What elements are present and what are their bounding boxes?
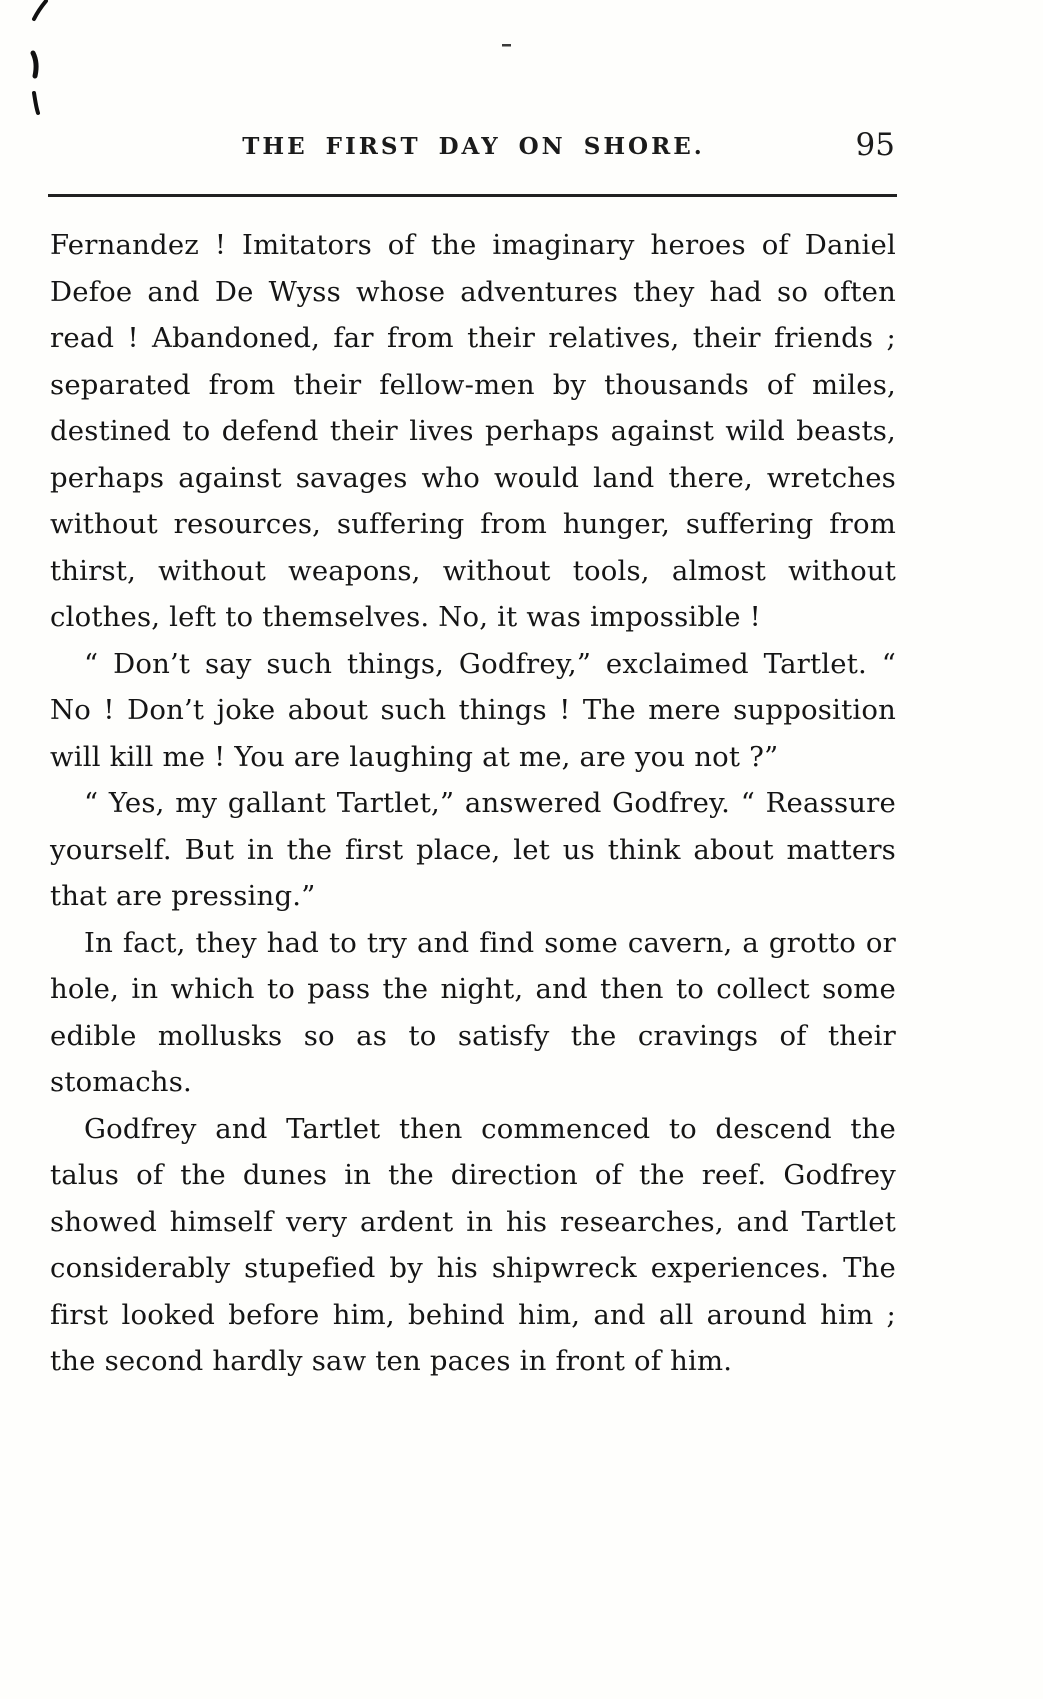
page-number: 95 — [855, 127, 895, 163]
running-title: THE FIRST DAY ON SHORE. — [242, 133, 705, 160]
paragraph-descend-dunes: Godfrey and Tartlet then commenced to descend the talus of the dunes in the direction of the reef. Godfrey showed himself very ardent in his researches, and Tartlet considerably stupefied by his shipwreck experiences. The first looked before him, behind him, and all around him ; the second hardly saw ten paces in front of him. — [50, 1112, 896, 1377]
header-rule — [48, 194, 897, 197]
paragraph-find-cavern: In fact, they had to try and find some cavern, a grotto or hole, in which to pass the night, and then to collect some edible mollusks so as to satisfy the cravings of their stomachs. — [50, 926, 896, 1098]
scan-speck — [502, 42, 514, 48]
paragraph-tartlet-exclaim: “ Don’t say such things, Godfrey,” exclaimed Tartlet. “ No ! Don’t joke about such things ! The mere supposition will kill me ! You are laughing at me, are you not ?” — [50, 647, 896, 773]
scan-artifact-marks — [0, 0, 120, 130]
paragraph-godfrey-reply: “ Yes, my gallant Tartlet,” answered Godfrey. “ Reassure yourself. But in the first place, let us think about matters that are pressing.” — [50, 787, 896, 912]
page-body — [50, 222, 896, 1385]
running-header — [50, 127, 897, 175]
paragraph-fernandez: Fernandez ! Imitators of the imaginary heroes of Daniel Defoe and De Wyss whose adventures they had so often read ! Abandoned, far from their relatives, their friends ; separated from their fellow-men by thousands of miles, destined to defend their lives perhaps against wild beasts, perhaps against savages who would land there, wretches without resources, suffering from hunger, suffering from thirst, without weapons, without tools, almost without clothes, left to themselves. No, it was impossible ! — [50, 229, 896, 633]
